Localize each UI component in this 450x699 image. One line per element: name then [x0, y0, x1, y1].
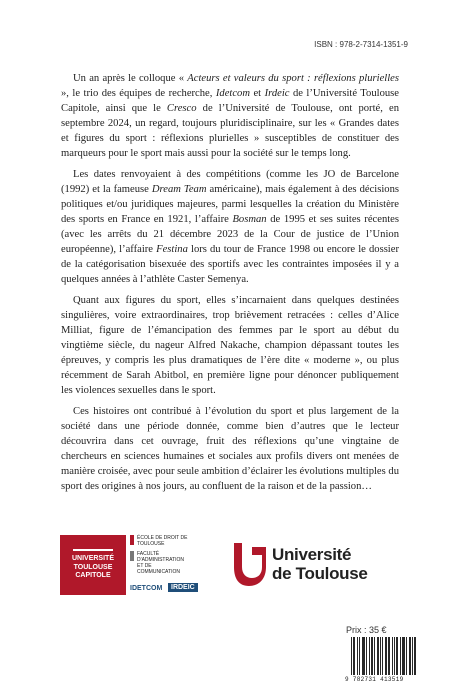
- text-run: Quant aux figures du sport, elles s’incarnaient dans quelques destinées singulières, voire extraordinaires, trop brièvement retracées : celles d’Alice Milliat, figure de l’émancipation des femmes par le sport au début du vingtième siècle, du nageur Alfred Nakache, champion dépassant toutes les épreuves, y compris les plus dramatiques de l’ère dite « moderne », ou plus récemment de Sarah Abitbol, en première ligne pour dénoncer publiquement les violences sexuelles dans le sport.: [61, 295, 399, 396]
- price-label: Prix : 35 €: [346, 625, 387, 635]
- irdeic-logo: IRDEIC: [168, 583, 198, 592]
- paragraph-2: [61, 167, 399, 287]
- ut-line-2: de Toulouse: [272, 564, 368, 583]
- text-run: Ces histoires ont contribué à l’évolution du sport et plus largement de la société dans une période donnée, comme bien d’autres que le lecteur découvrira dans cet ouvrage, fruit des réflexions qu’une vingtaine de chercheurs en sciences humaines et sociales aux profils divers ont menées de manière croisée, avec pour seule ambition d’éclairer les évolutions multiples du sport des origines à nos jours, au confluent de la raison et de la passion…: [61, 406, 400, 492]
- barcode-icon: [350, 637, 418, 675]
- italic-term: Acteurs et valeurs du sport : réflexions plurielles: [187, 73, 399, 84]
- capitole-line-3: CAPITOLE: [75, 572, 111, 579]
- idetcom-logo: IDETCOM: [130, 585, 163, 592]
- isbn-number: ISBN : 978-2-7314-1351-9: [314, 40, 408, 49]
- text-run: Un an après le colloque «: [73, 73, 188, 84]
- italic-term: Festina: [156, 244, 188, 255]
- red-bar-icon: [130, 535, 134, 545]
- faculte-label: FACULTÉ D'ADMINISTRATION ET DE COMMUNICATION: [137, 551, 184, 575]
- barcode-digits: 9 782731 413519: [345, 676, 404, 683]
- faculte-row: [130, 551, 190, 575]
- logo-stripe: [73, 549, 113, 551]
- capitole-line-1: UNIVERSITÉ: [71, 555, 114, 562]
- universite-de-toulouse-logo: [232, 541, 402, 589]
- text-run: et: [250, 88, 265, 99]
- capitole-line-2: TOULOUSE: [73, 563, 113, 571]
- paragraph-4: [61, 404, 399, 494]
- text-run: de l’Université Toulouse Capitole, ainsi que le: [61, 88, 399, 114]
- ut-monogram-icon: [232, 541, 266, 587]
- ecole-droit-row: [130, 535, 190, 547]
- text-run: », le trio des équipes de recherche,: [61, 88, 216, 99]
- back-cover-text: [61, 71, 399, 500]
- ecole-droit-label: ÉCOLE DE DROIT DE TOULOUSE: [137, 535, 188, 547]
- ut-line-1: Université: [272, 545, 352, 564]
- faculty-labels: [130, 535, 190, 579]
- text-run: de 1995 et ses suites récentes (avec les arrêts du 21 décembre 2023 de la Cour de justice de l’Union européenne), l’affaire: [61, 214, 400, 255]
- italic-term: Idetcom: [215, 88, 250, 99]
- text-run: de l’Université de Toulouse, ont porté, en septembre 2024, un regard, toujours pluridisciplinaire, sur les « Grandes dates et figures du sport : réflexions plurielles » susceptibles de constituer des marqueurs pour le sport mais aussi pour la société sur le temps long.: [61, 103, 399, 159]
- gray-bar-icon: [130, 551, 134, 561]
- italic-term: Irdeic: [264, 88, 290, 99]
- paragraph-3: [61, 293, 399, 398]
- text-run: américaine), mais également à des décisions politiques et/ou juridiques majeures, parmi lesquelles la création du Ministère des sports en France en 1921, l’affaire: [61, 184, 399, 225]
- italic-term: Cresco: [166, 103, 197, 114]
- ut-wordmark: [272, 545, 368, 583]
- text-run: lors du tour de France 1998 ou encore le dossier de la catégorisation bisexuée des sportifs avec les contraintes imposées il y a quelques années à l’athlète Caster Semenya.: [61, 244, 399, 285]
- universite-toulouse-capitole-logo: [60, 535, 126, 595]
- paragraph-1: [61, 71, 399, 161]
- partner-logos: [60, 527, 400, 607]
- italic-term: Bosman: [232, 214, 267, 225]
- italic-term: Dream Team: [151, 184, 207, 195]
- text-run: Les dates renvoyaient à des compétitions (comme les JO de Barcelone (1992) et la fameuse: [61, 169, 399, 195]
